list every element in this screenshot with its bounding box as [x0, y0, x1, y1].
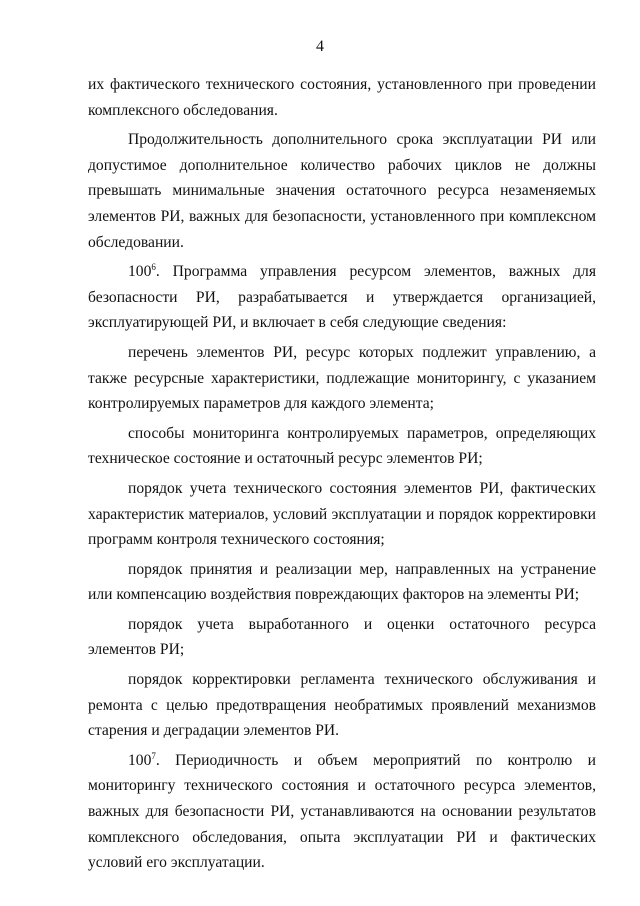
- list-item-monitoring-methods: способы мониторинга контролируемых параметров, определяющих техническое состояние и остаточный ресурс элементов РИ;: [88, 424, 596, 468]
- list-item-elements-list: перечень элементов РИ, ресурс которых подлежит управлению, а также ресурсные характеристики, подлежащие мониторингу, с указанием контролируемых параметров для каждого элемента;: [88, 343, 596, 413]
- paragraph-continuation: их фактического технического состояния, установленного при проведении комплексного обследования.: [88, 76, 596, 119]
- item-text: . Программа управления ресурсом элементов, важных для безопасности РИ, разрабатывается и утверждается организацией, эксплуатирующей РИ, и включает в себя следующие сведения:: [88, 263, 596, 332]
- paragraph-item-100-6: [88, 259, 596, 336]
- item-superscript: 6: [151, 261, 156, 272]
- list-item-maintenance-correction: порядок корректировки регламента технического обслуживания и ремонта с целью предотвращения необратимых проявлений механизмов старения и деградации элементов РИ.: [88, 671, 596, 740]
- page-number: 4: [316, 38, 324, 55]
- paragraph-duration: Продолжительность дополнительного срока эксплуатации РИ или допустимое дополнительное количество рабочих циклов не должны превышать минимальные значения остаточного ресурса незаменяемых элементов РИ, важных для безопасности, установленного при комплексном обследовании.: [88, 131, 596, 251]
- item-text: . Периодичность и объем мероприятий по контролю и мониторингу технического состояния и остаточного ресурса элементов, важных для безопасности РИ, устанавливаются на основании результатов комплексного обследования, опыта эксплуатации РИ и фактических условий его эксплуатации.: [88, 751, 596, 872]
- list-item-measures: порядок принятия и реализации мер, направленных на устранение или компенсацию воздействия повреждающих факторов на элементы РИ;: [88, 560, 596, 604]
- paragraph-item-100-7: [88, 748, 596, 876]
- document-body: [88, 72, 596, 876]
- item-number: 100: [128, 751, 152, 769]
- list-item-resource-accounting: порядок учета выработанного и оценки остаточного ресурса элементов РИ;: [88, 615, 596, 659]
- item-number: 100: [128, 263, 152, 281]
- list-item-condition-accounting: порядок учета технического состояния элементов РИ, фактических характеристик материалов, условий эксплуатации и порядок корректировки программ контроля технического состояния;: [88, 479, 596, 549]
- item-superscript: 7: [151, 750, 156, 761]
